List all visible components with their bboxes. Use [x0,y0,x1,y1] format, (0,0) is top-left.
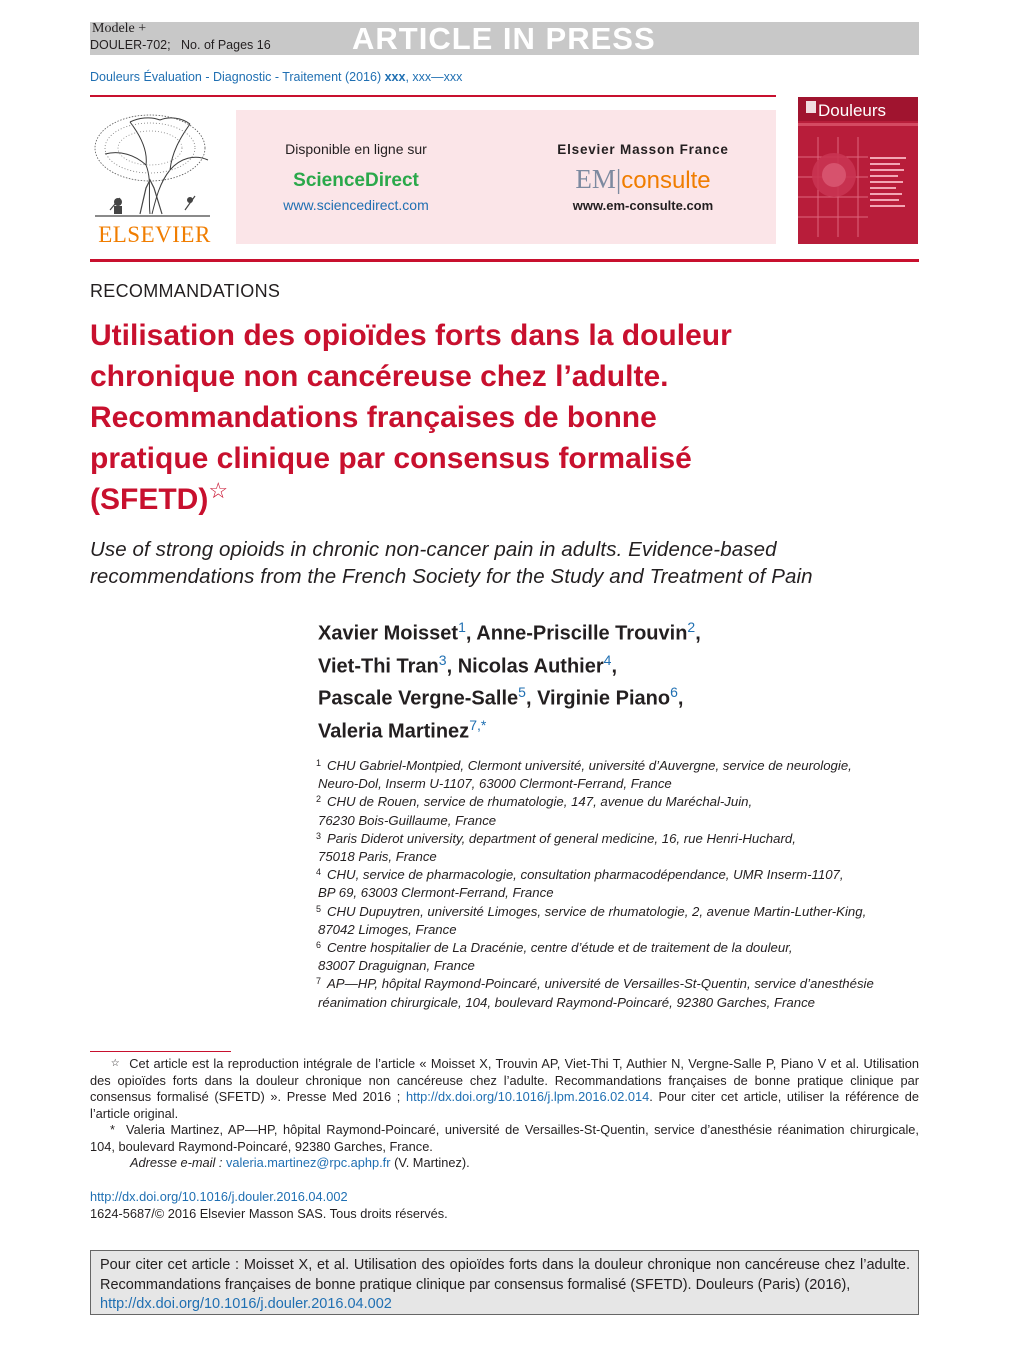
em-logo-part2: consulte [621,167,711,194]
journal-prefix: Douleurs Évaluation - Diagnostic - Traitement (2016) [90,70,385,84]
title-footnote-star[interactable]: ☆ [208,478,229,503]
article-title [90,315,750,520]
author-name: Anne-Priscille Trouvin [476,622,688,645]
em-consulte-link[interactable]: www.em-consulte.com [572,198,714,213]
affiliation-number: 5 [316,903,322,914]
affiliation-line: 75018 Paris, France [318,849,437,865]
affiliation-item [318,757,938,793]
article-title-text: Utilisation des opioïdes forts dans la douleur chronique non cancéreuse chez l’adulte. Recommandations françaises de bonne pratique clinique par consensus formalisé (SFETD) [90,319,732,516]
author-name: Nicolas Authier [457,655,604,678]
author-name: Pascale Vergne-Salle [318,687,519,710]
author-name: Valeria Martinez [318,720,470,743]
article-doi-link[interactable]: http://dx.doi.org/10.1016/j.douler.2016.04.002 [90,1189,348,1204]
sciencedirect-logo: ScienceDirect [293,170,419,191]
affiliation-line: AP—HP, hôpital Raymond-Poincaré, université de Versailles-St-Quentin, service d’anesthésie [327,976,874,992]
affiliation-number: 3 [316,830,322,841]
author-affiliation-ref[interactable]: 4 [603,651,612,668]
copyright-line: 1624-5687/© 2016 Elsevier Masson SAS. Tous droits réservés. [90,1206,448,1221]
available-online-label: Disponible en ligne sur [285,141,427,157]
pages-label: No. of Pages 16 [181,38,271,52]
header-divider [90,95,776,97]
article-in-press-banner: ARTICLE IN PRESS [352,21,656,56]
footnote-star-mark: ☆ [110,1058,121,1069]
em-logo-part1: EM [575,164,616,194]
email-after: (V. Martinez). [390,1155,470,1170]
author-affiliation-ref[interactable]: 5 [518,684,526,701]
affiliation-line: 83007 Draguignan, France [318,958,475,974]
footnote-asterisk: * [110,1122,115,1137]
footnote-reproduction-text: Cet article est la reproduction intégrale de l’article « Moisset X, Trouvin AP, Viet-Thi T, Authier N, Vergne-Salle P, Piano V et al. Utilisation des opioïdes forts dans la douleur chronique non cancéreuse chez l’adulte. Recommandations françaises de bonne pratique clinique par consensus formalisé (SFETD) ». Presse Med 2016 ; [90,1056,920,1104]
email-label: Adresse e-mail : [130,1155,223,1170]
footnote-reproduction-end: . Pour citer cet article, utiliser la référence de l’article original. [90,1089,920,1121]
author-affiliation-ref[interactable]: 1 [458,619,466,635]
email-link[interactable]: valeria.martinez@rpc.aphp.fr [226,1155,391,1170]
citation-doi-link[interactable]: http://dx.doi.org/10.1016/j.douler.2016.04.002 [100,1296,392,1312]
author-affiliation-ref[interactable]: 2 [687,619,696,635]
affiliation-line: BP 69, 63003 Clermont-Ferrand, France [318,885,554,901]
affiliation-item [318,939,938,975]
section-label: RECOMMANDATIONS [90,281,281,301]
affiliation-line: CHU Gabriel-Montpied, Clermont université, université d’Auvergne, service de neurologie, [327,758,852,773]
em-logo-divider: | [615,164,622,194]
author-affiliation-ref[interactable]: 6 [670,684,678,701]
journal-volume: xxx [384,70,406,84]
citation-body: Pour citer cet article : Moisset X, et al. Utilisation des opioïdes forts dans la douleur chronique non cancéreuse chez l’adulte. Recommandations françaises de bonne pratique clinique par consensus formalisé (SFETD). Douleurs (Paris) (2016), [100,1257,910,1293]
author-separator: , [695,622,701,645]
affiliation-item [318,830,938,866]
affiliation-item [318,866,938,902]
cover-title: Douleurs [818,101,887,120]
english-title: Use of strong opioids in chronic non-cancer pain in adults. Evidence-based recommendations from the French Society for the Study and Treatment of Pain [90,538,813,588]
affiliation-line: réanimation chirurgicale, 104, boulevard Raymond-Poincaré, 92380 Garches, France [318,994,815,1010]
affiliation-line: CHU, service de pharmacologie, consultation pharmacodépendance, UMR Inserm-1107, [327,867,844,883]
affiliation-line: Neuro-Dol, Inserm U-1107, 63000 Clermont-Ferrand, France [318,776,672,792]
affiliation-line: Centre hospitalier de La Dracénie, centre d’étude et de traitement de la douleur, [327,940,793,956]
author-affiliation-ref[interactable]: 3 [438,651,447,668]
author-affiliation-ref[interactable]: 7,* [469,716,487,733]
author-separator: , [525,687,538,710]
sciencedirect-link[interactable]: www.sciencedirect.com [283,197,429,213]
footnotes [90,1056,919,1172]
affiliation-list [318,757,938,1012]
affiliation-line: 87042 Limoges, France [318,921,457,937]
footnote-corresponding-author [90,1122,919,1155]
elsevier-wordmark: ELSEVIER [98,222,211,247]
author-separator: , [677,687,684,710]
affiliation-number: 7 [316,976,322,987]
affiliation-number: 4 [316,867,322,878]
author-separator: , [465,622,477,645]
em-publisher-label: Elsevier Masson France [557,142,729,157]
affiliation-line: CHU Dupuytren, université Limoges, service de rhumatologie, 2, avenue Martin-Luther-King, [327,903,867,919]
affiliation-line: CHU de Rouen, service de rhumatologie, 147, avenue du Maréchal-Juin, [327,794,753,810]
affiliation-item [318,793,938,829]
footnote-divider [90,1051,231,1052]
article-info [90,37,271,53]
article-id: DOULER-702; [90,38,171,52]
journal-cover-image [798,97,918,244]
footnote-reproduction [90,1056,919,1122]
em-consulte-logo [528,164,758,195]
author-name: Virginie Piano [537,687,671,710]
footnote-email [90,1155,919,1172]
journal-citation-line[interactable] [90,69,462,85]
original-article-doi-link[interactable]: http://dx.doi.org/10.1016/j.lpm.2016.02.014 [405,1089,650,1104]
modele-label: Modele + [92,21,147,36]
affiliation-number: 2 [316,794,322,805]
logo-block-divider [90,259,919,262]
elsevier-tree-icon [90,110,215,222]
affiliation-item [318,903,938,939]
affiliation-line: 76230 Bois-Guillaume, France [318,812,497,828]
affiliation-number: 6 [316,940,322,951]
author-separator: , [446,655,458,678]
citation-text [100,1256,910,1315]
author-name: Viet-Thi Tran [318,655,439,678]
affiliation-line: Paris Diderot university, department of general medicine, 16, rue Henri-Huchard, [327,830,796,846]
author-list [318,614,878,745]
journal-suffix: , xxx—xxx [405,70,463,84]
affiliation-number: 1 [316,758,322,768]
author-separator: , [611,655,618,678]
affiliation-item [318,975,938,1011]
corresponding-author-text: Valeria Martinez, AP—HP, hôpital Raymond-Poincaré, université de Versailles-St-Quentin, service d’anesthésie réanimation chirurgicale, 104, boulevard Raymond-Poincaré, 92380 Garches, France. [90,1122,919,1154]
author-name: Xavier Moisset [318,622,459,645]
